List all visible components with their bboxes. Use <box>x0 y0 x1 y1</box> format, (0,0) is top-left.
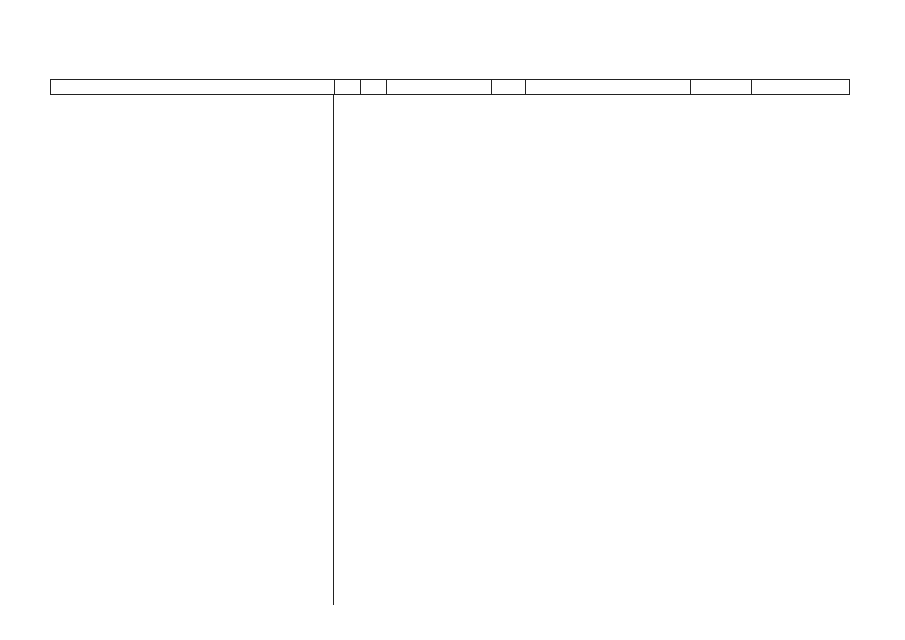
table-header <box>50 79 850 95</box>
column-header-3 <box>360 80 386 94</box>
column-header-5 <box>491 80 525 94</box>
column-header-7 <box>690 80 751 94</box>
column-header-1 <box>51 80 334 94</box>
column-divider <box>333 95 334 605</box>
column-header-4 <box>386 80 491 94</box>
column-header-2 <box>334 80 360 94</box>
column-header-6 <box>525 80 690 94</box>
column-header-8 <box>751 80 849 94</box>
